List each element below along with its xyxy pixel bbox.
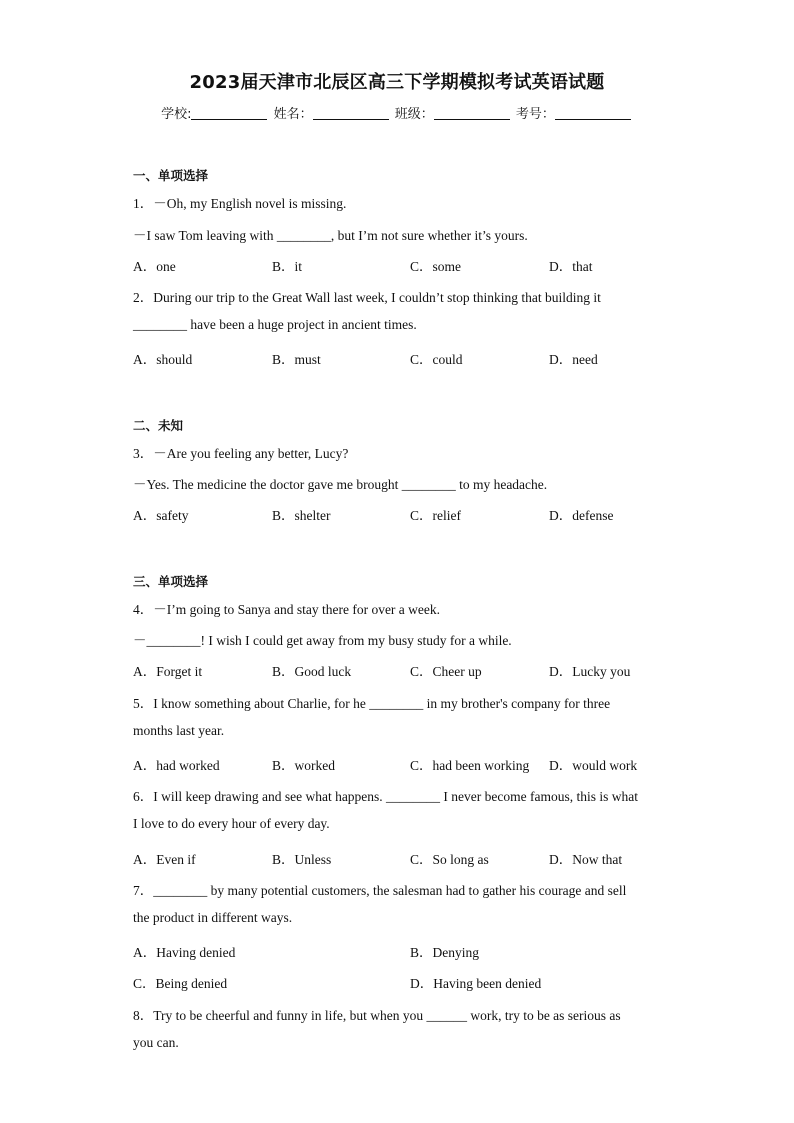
q5-option-c[interactable]: C．had been working <box>410 758 530 773</box>
q7-line2: the product in different ways. <box>133 910 293 925</box>
q2-line1: 2．During our trip to the Great Wall last week, I couldn’t stop thinking that building it <box>133 290 601 305</box>
q2-line2: ________ have been a huge project in ancient times. <box>133 317 417 332</box>
q7-options-row2 <box>133 972 693 990</box>
q4-option-b[interactable]: B．Good luck <box>272 664 352 679</box>
q5-options <box>133 754 693 772</box>
q6-line2: I love to do every hour of every day. <box>133 816 330 831</box>
q6-option-a[interactable]: A．Even if <box>133 852 196 867</box>
q2-option-a[interactable]: A．should <box>133 352 193 367</box>
q7-option-a[interactable]: A．Having denied <box>133 945 236 960</box>
q1-option-b[interactable]: B．it <box>272 259 303 274</box>
q4-line2: －________! I wish I could get away from my busy study for a while. <box>133 633 512 648</box>
q7-options-row1 <box>133 941 693 959</box>
q8-line1: 8．Try to be cheerful and funny in life, but when you ______ work, try to be as serious as <box>133 1008 621 1023</box>
q6-option-d[interactable]: D．Now that <box>549 852 623 867</box>
q3-line2: －Yes. The medicine the doctor gave me brought ________ to my headache. <box>133 477 548 492</box>
q6-line1: 6．I will keep drawing and see what happens. ________ I never become famous, this is what <box>133 789 638 804</box>
q7-option-b[interactable]: B．Denying <box>410 945 479 960</box>
q7-option-d[interactable]: D．Having been denied <box>410 976 542 991</box>
name-label: 姓名： <box>273 107 313 122</box>
q7-line1: 7．________ by many potential customers, the salesman had to gather his courage and sell <box>133 883 627 898</box>
q4-line1: 4．－I’m going to Sanya and stay there for over a week. <box>133 602 441 617</box>
number-label: 考号： <box>515 107 555 122</box>
q4-options <box>133 660 693 678</box>
q6-options <box>133 848 693 866</box>
q1-options <box>133 255 693 273</box>
number-blank[interactable] <box>555 106 631 120</box>
q1-option-d[interactable]: D．that <box>549 259 593 274</box>
q8-line2: you can. <box>133 1035 179 1050</box>
q4-option-a[interactable]: A．Forget it <box>133 664 203 679</box>
section-heading-3: 三、单项选择 <box>133 574 209 589</box>
q7-option-c[interactable]: C．Being denied <box>133 976 228 991</box>
class-blank[interactable] <box>434 106 510 120</box>
q1-line2: －I saw Tom leaving with ________, but I’m not sure whether it’s yours. <box>133 228 528 243</box>
q5-option-a[interactable]: A．had worked <box>133 758 220 773</box>
q3-option-b[interactable]: B．shelter <box>272 508 331 523</box>
q1-option-a[interactable]: A．one <box>133 259 176 274</box>
name-blank[interactable] <box>313 106 389 120</box>
q5-option-b[interactable]: B．worked <box>272 758 335 773</box>
q3-option-a[interactable]: A．safety <box>133 508 189 523</box>
section-heading-2: 二、未知 <box>133 418 184 433</box>
q6-option-b[interactable]: B．Unless <box>272 852 332 867</box>
q3-option-c[interactable]: C．relief <box>410 508 461 523</box>
class-label: 班级： <box>394 107 434 122</box>
q3-options <box>133 504 693 522</box>
student-info-line <box>0 103 794 122</box>
q3-line1: 3．－Are you feeling any better, Lucy? <box>133 446 349 461</box>
q6-option-c[interactable]: C．So long as <box>410 852 489 867</box>
school-label: 学校: <box>161 107 192 122</box>
q5-line2: months last year. <box>133 723 225 738</box>
school-blank[interactable] <box>191 106 267 120</box>
q2-options <box>133 348 693 366</box>
exam-title: 2023届天津市北辰区高三下学期模拟考试英语试题 <box>189 72 605 93</box>
q4-option-d[interactable]: D．Lucky you <box>549 664 631 679</box>
q1-option-c[interactable]: C．some <box>410 259 462 274</box>
section-heading-1: 一、单项选择 <box>133 168 209 183</box>
q5-option-d[interactable]: D．would work <box>549 758 638 773</box>
q1-line1: 1．－Oh, my English novel is missing. <box>133 196 347 211</box>
q2-option-c[interactable]: C．could <box>410 352 463 367</box>
q2-option-b[interactable]: B．must <box>272 352 321 367</box>
q4-option-c[interactable]: C．Cheer up <box>410 664 482 679</box>
q3-option-d[interactable]: D．defense <box>549 508 614 523</box>
q2-option-d[interactable]: D．need <box>549 352 598 367</box>
q5-line1: 5．I know something about Charlie, for he ________ in my brother's company for three <box>133 696 611 711</box>
